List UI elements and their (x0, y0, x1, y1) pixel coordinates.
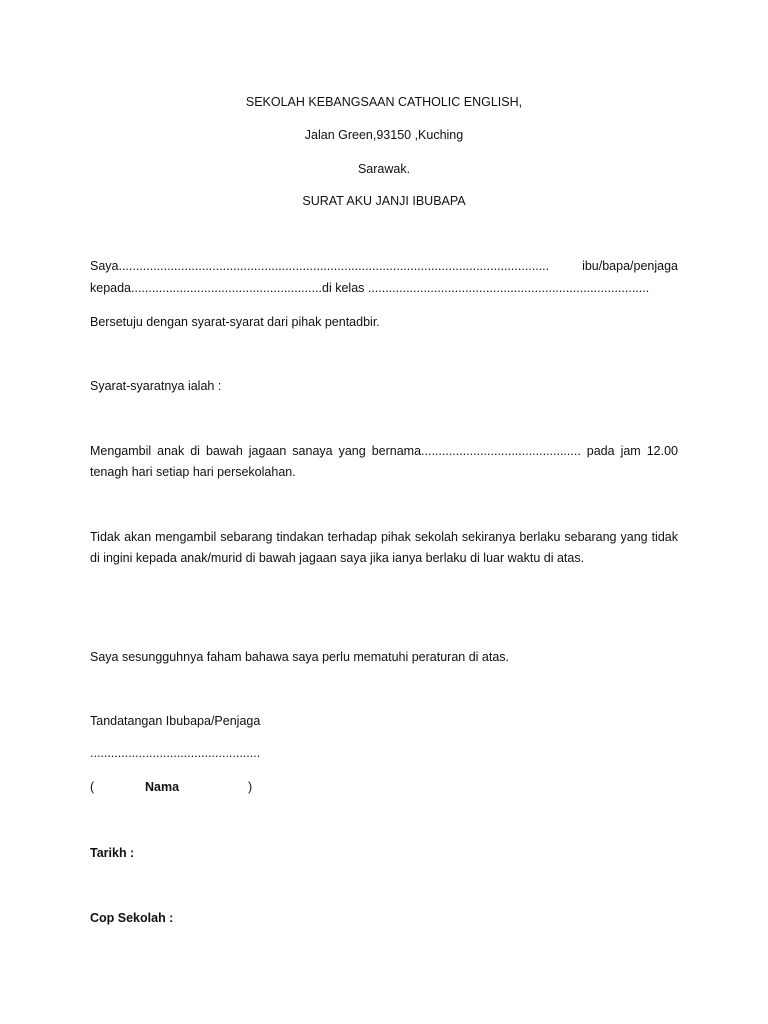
agreement-text: Bersetuju dengan syarat-syarat dari pihak pentadbir. (90, 315, 380, 329)
condition-2-line-2: di ingini kepada anak/murid di bawah jagaan saya jika ianya berlaku di luar waktu di atas. (90, 551, 585, 565)
name-close-paren: ) (248, 780, 253, 794)
condition-2-line-1 (90, 529, 678, 545)
intro-line-2: kepada.......................................................di kelas ................................................................................. (90, 281, 650, 295)
signature-line: ................................................. (90, 746, 261, 760)
condition-2-text: Tidak akan mengambil sebarang tindakan terhadap pihak sekolah sekiranya berlaku sebarang yang tidak (90, 530, 678, 544)
condition-1-line-2: tenagh hari setiap hari persekolahan. (90, 465, 296, 479)
parent-role-label: ibu/bapa/penjaga (582, 259, 678, 273)
parent-name-blank: Saya............................................................................................................................ (90, 259, 550, 273)
school-address: Jalan Green,93150 ,Kuching (304, 128, 464, 142)
letter-title: SURAT AKU JANJI IBUBAPA (302, 194, 466, 208)
school-stamp-label: Cop Sekolah : (90, 911, 174, 925)
school-state: Sarawak. (357, 162, 411, 176)
signature-label: Tandatangan Ibubapa/Penjaga (90, 714, 261, 728)
declaration-text: Saya sesungguhnya faham bahawa saya perlu mematuhi peraturan di atas. (90, 650, 510, 664)
intro-line-1 (90, 258, 678, 274)
name-label: Nama (145, 780, 180, 794)
condition-1-line-1 (90, 443, 678, 459)
name-open-paren: ( (90, 780, 95, 794)
conditions-heading: Syarat-syaratnya ialah : (90, 379, 222, 393)
school-name: SEKOLAH KEBANGSAAN CATHOLIC ENGLISH, (245, 95, 523, 109)
date-label: Tarikh : (90, 846, 135, 860)
condition-1-text: Mengambil anak di bawah jagaan sanaya yang bernama.............................................. pada jam 12.00 (90, 444, 678, 458)
